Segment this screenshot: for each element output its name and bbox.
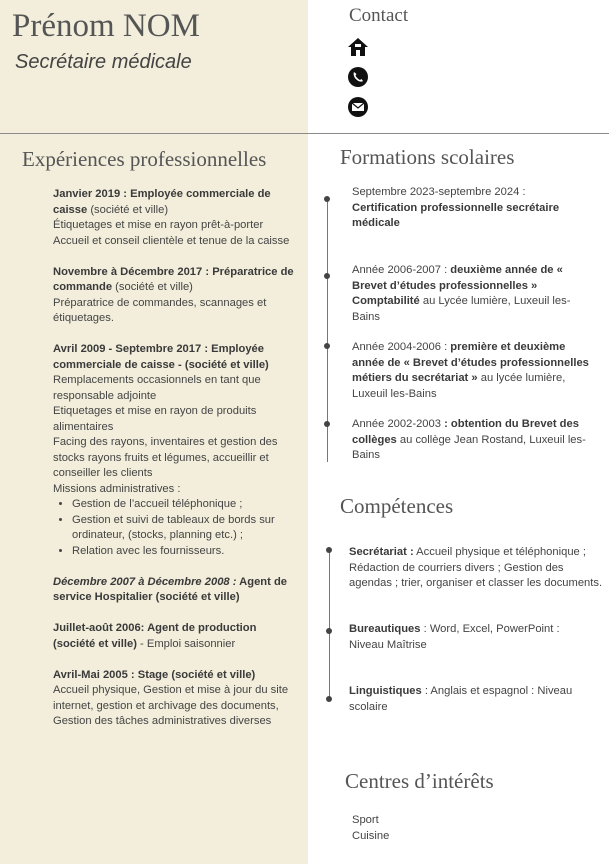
experience-item: Avril 2009 - Septembre 2017 : Employée commerciale de caisse - (société et ville) Remplacements occasionnels en tant que responsable adjointe Etiquetages et mise en rayon de produits alimentaires Facing des rayons, inventaires et gestion des stocks rayons fruits et légumes, accueillir et conseiller les clients Missions administratives : • Gestion de l’accueil téléphonique ; • Gestion et suivi de tableaux de bords sur ordinateur, (stocks, planning etc.) ; • Relation avec les fournisseurs. [53, 342, 300, 559]
competences-timeline [329, 549, 330, 701]
job-title: Secrétaire médicale [15, 51, 192, 73]
person-name: Prénom NOM [12, 8, 200, 44]
interets-title: Centres d’intérêts [345, 769, 494, 793]
experiences-title: Expériences professionnelles [22, 147, 267, 171]
timeline-dot [324, 421, 330, 427]
interet-item: Cuisine [352, 829, 390, 842]
experience-item: Avril-Mai 2005 : Stage (société et ville) Accueil physique, Gestion et mise à jour du site internet, gestion et archivage des documents, Gestion des tâches administratives diverses [53, 668, 289, 727]
interets-list [352, 813, 552, 844]
home-icon [347, 36, 369, 58]
missions-list: • Gestion de l’accueil téléphonique ; • Gestion et suivi de tableaux de bords sur ordinateur, (stocks, planning etc.) ; • Relation avec les fournisseurs. [53, 497, 300, 559]
timeline-dot [326, 547, 332, 553]
experience-item: Juillet-août 2006: Agent de production (société et ville) - Emploi saisonnier [53, 622, 257, 650]
formation-item: Septembre 2023-septembre 2024 : Certification professionnelle secrétaire médicale [352, 186, 560, 229]
experiences-list [53, 187, 300, 745]
timeline-dot [326, 696, 332, 702]
timeline-dot [324, 273, 330, 279]
experience-item: Janvier 2019 : Employée commerciale de caisse (société et ville) Étiquetages et mise en rayon prêt-à-porter Accueil et conseil clientèle et tenue de la caisse [53, 188, 290, 247]
competence-item: Bureautiques : Word, Excel, PowerPoint : Niveau Maîtrise [349, 623, 560, 651]
formation-item: Année 2006-2007 : deuxième année de « Brevet d’études professionnelles » Comptabilité au Lycée lumière, Luxeuil les-Bains [352, 264, 571, 323]
mail-icon [347, 96, 369, 118]
competence-item: Linguistiques : Anglais et espagnol : Niveau scolaire [349, 685, 573, 713]
formation-item: Année 2004-2006 : première et deuxième année de « Brevet d’études professionnelles métiers du secrétariat » au lycée lumière, Luxeuil les-Bains [352, 341, 589, 400]
header-divider [0, 133, 609, 134]
formation-item: Année 2002-2003 : obtention du Brevet des collèges au collège Jean Rostand, Luxeuil les- Bains [352, 418, 586, 461]
competence-item: Secrétariat : Accueil physique et téléphonique ; Rédaction de courriers divers ; Gestion des agendas ; trier, organiser et classer les documents. [349, 546, 603, 589]
experience-item: Décembre 2007 à Décembre 2008 : Agent de service Hospitalier (société et ville) [53, 575, 288, 603]
contact-title: Contact [349, 5, 409, 26]
formations-title: Formations scolaires [340, 145, 515, 169]
competences-title: Compétences [340, 494, 454, 518]
phone-icon [347, 66, 369, 88]
timeline-dot [326, 628, 332, 634]
timeline-dot [324, 196, 330, 202]
experience-item: Novembre à Décembre 2017 : Préparatrice de commande (société et ville) Préparatrice de commandes, scannages et étiquetages. [53, 265, 294, 324]
interet-item: Sport [352, 814, 379, 826]
timeline-dot [324, 343, 330, 349]
